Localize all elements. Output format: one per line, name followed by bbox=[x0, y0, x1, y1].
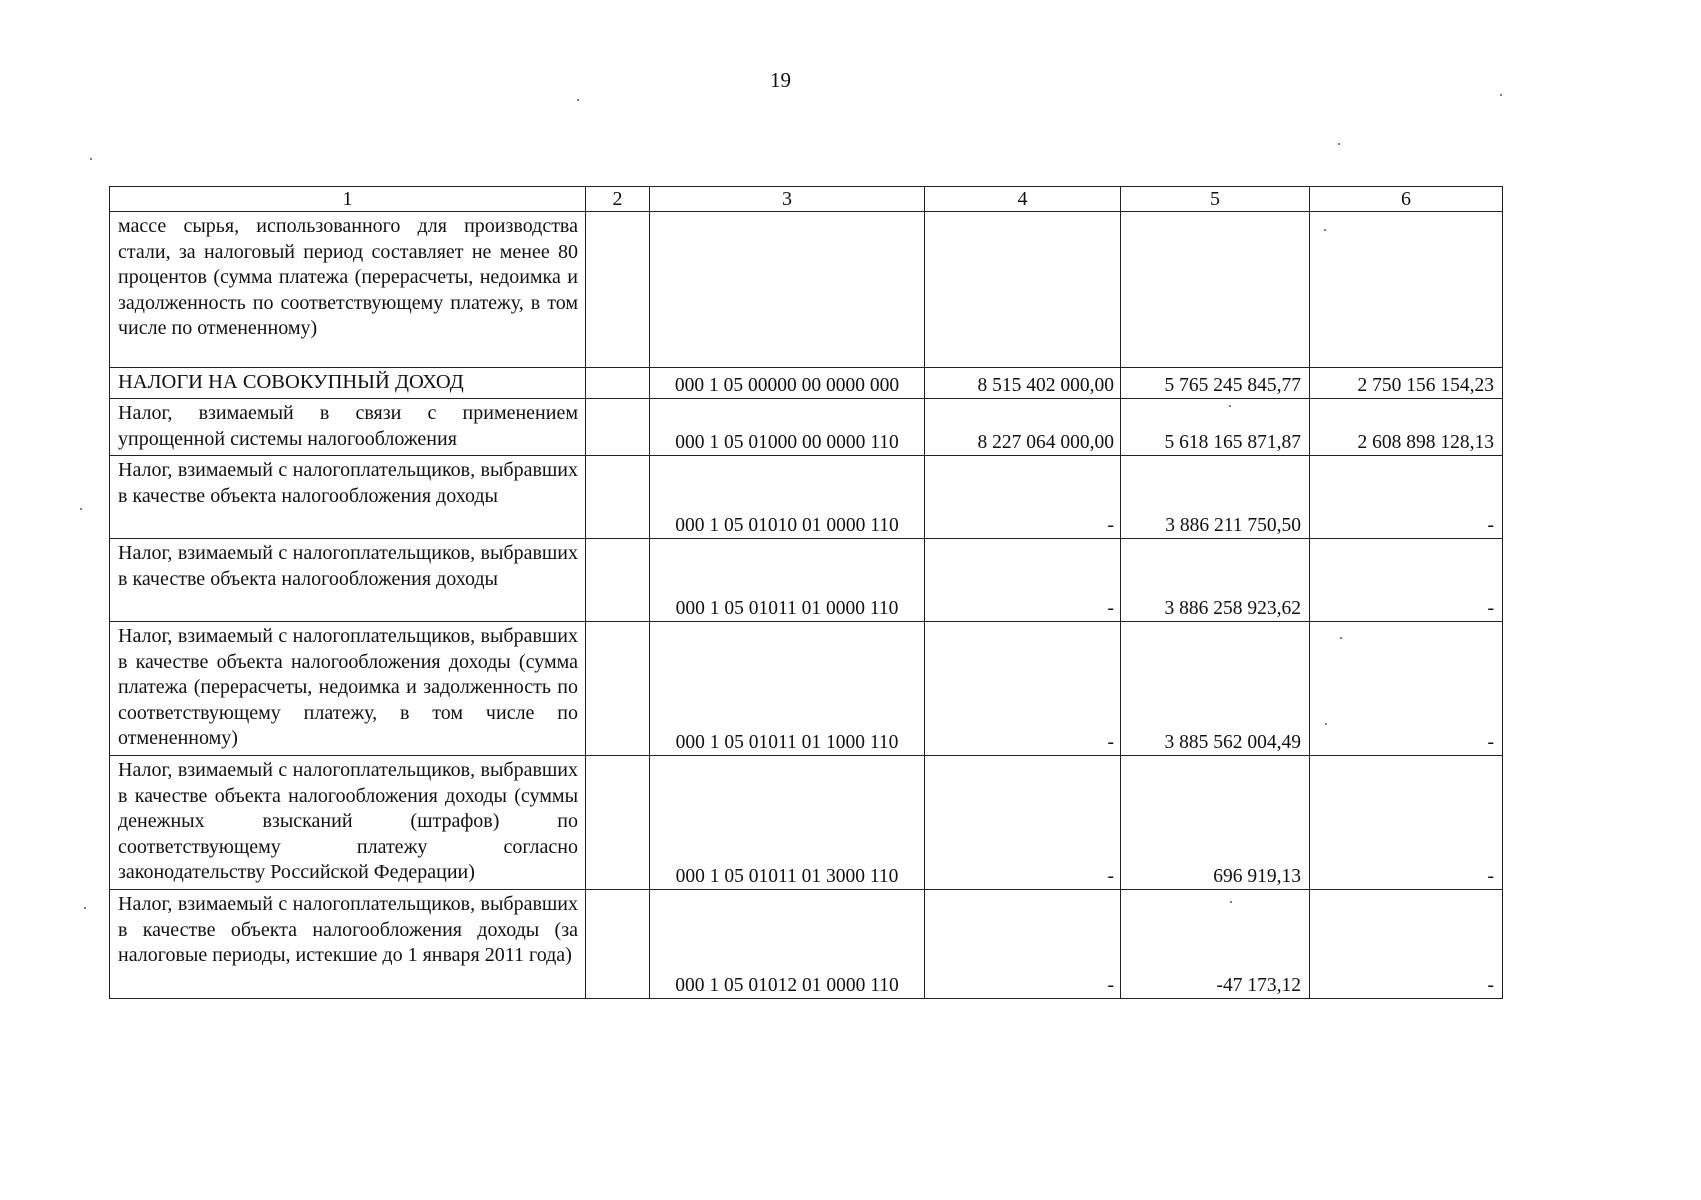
scan-speck bbox=[577, 99, 579, 101]
row-executed: 3 886 258 923,62 bbox=[1121, 539, 1310, 622]
column-header-1: 1 bbox=[110, 187, 586, 212]
row-executed: 3 885 562 004,49 bbox=[1121, 622, 1310, 756]
row-col2 bbox=[586, 539, 650, 622]
row-remaining: - bbox=[1310, 539, 1503, 622]
row-code: 000 1 05 01012 01 0000 110 bbox=[650, 890, 925, 999]
scan-speck bbox=[1340, 637, 1342, 639]
row-remaining: - bbox=[1310, 890, 1503, 999]
budget-table bbox=[109, 186, 1503, 999]
row-executed: 5 765 245 845,77 bbox=[1121, 368, 1310, 399]
row-plan: - bbox=[925, 622, 1121, 756]
row-col2 bbox=[586, 368, 650, 399]
row-plan: - bbox=[925, 756, 1121, 890]
row-code: 000 1 05 01010 01 0000 110 bbox=[650, 456, 925, 539]
row-remaining: - bbox=[1310, 456, 1503, 539]
row-executed: 696 919,13 bbox=[1121, 756, 1310, 890]
row-col2 bbox=[586, 890, 650, 999]
row-code: 000 1 05 01011 01 0000 110 bbox=[650, 539, 925, 622]
column-header-3: 3 bbox=[650, 187, 925, 212]
row-name: Налог, взимаемый с налогоплательщиков, выбравших в качестве объекта налогообложения доходы (сумма платежа (перерасчеты, недоимка и задолженность по соответствующему платежу, в том числе по отмененному) bbox=[110, 622, 586, 756]
row-col2 bbox=[586, 756, 650, 890]
table-row bbox=[110, 756, 1503, 890]
scan-speck bbox=[1324, 229, 1326, 231]
row-plan: - bbox=[925, 890, 1121, 999]
row-code bbox=[650, 212, 925, 368]
row-code: 000 1 05 01011 01 1000 110 bbox=[650, 622, 925, 756]
scan-speck bbox=[1338, 143, 1340, 145]
column-header-6: 6 bbox=[1310, 187, 1503, 212]
table-row bbox=[110, 212, 1503, 368]
row-code: 000 1 05 00000 00 0000 000 bbox=[650, 368, 925, 399]
scan-speck bbox=[1229, 405, 1231, 407]
row-col2 bbox=[586, 622, 650, 756]
scan-speck bbox=[1500, 94, 1502, 96]
row-remaining: 2 750 156 154,23 bbox=[1310, 368, 1503, 399]
scan-speck bbox=[1325, 723, 1327, 725]
row-remaining: - bbox=[1310, 622, 1503, 756]
table-row bbox=[110, 890, 1503, 999]
table-row bbox=[110, 399, 1503, 456]
scan-speck bbox=[90, 158, 92, 160]
column-header-5: 5 bbox=[1121, 187, 1310, 212]
row-name: Налог, взимаемый с налогоплательщиков, выбравших в качестве объекта налогообложения доходы (за налоговые периоды, истекшие до 1 января 2011 года) bbox=[110, 890, 586, 999]
row-name: массе сырья, использованного для производства стали, за налоговый период составляет не менее 80 процентов (сумма платежа (перерасчеты, недоимка и задолженность по соответствующему платежу, в том числе по отмененному) bbox=[110, 212, 586, 368]
row-col2 bbox=[586, 212, 650, 368]
scan-speck bbox=[1230, 901, 1232, 903]
column-header-4: 4 bbox=[925, 187, 1121, 212]
table-header-row bbox=[110, 187, 1503, 212]
row-plan: 8 515 402 000,00 bbox=[925, 368, 1121, 399]
page-number: 19 bbox=[770, 68, 791, 92]
row-plan bbox=[925, 212, 1121, 368]
column-header-2: 2 bbox=[586, 187, 650, 212]
row-col2 bbox=[586, 399, 650, 456]
row-name: Налог, взимаемый с налогоплательщиков, выбравших в качестве объекта налогообложения доходы bbox=[110, 539, 586, 622]
row-name: НАЛОГИ НА СОВОКУПНЫЙ ДОХОД bbox=[110, 368, 586, 399]
table-row bbox=[110, 539, 1503, 622]
row-executed: 3 886 211 750,50 bbox=[1121, 456, 1310, 539]
row-remaining: 2 608 898 128,13 bbox=[1310, 399, 1503, 456]
table-row bbox=[110, 368, 1503, 399]
row-plan: - bbox=[925, 539, 1121, 622]
row-col2 bbox=[586, 456, 650, 539]
row-code: 000 1 05 01011 01 3000 110 bbox=[650, 756, 925, 890]
scan-speck bbox=[80, 508, 82, 510]
table-row bbox=[110, 622, 1503, 756]
row-code: 000 1 05 01000 00 0000 110 bbox=[650, 399, 925, 456]
row-name: Налог, взимаемый с налогоплательщиков, выбравших в качестве объекта налогообложения доходы bbox=[110, 456, 586, 539]
row-executed bbox=[1121, 212, 1310, 368]
table-row bbox=[110, 456, 1503, 539]
row-name: Налог, взимаемый с налогоплательщиков, выбравших в качестве объекта налогообложения доходы (суммы денежных взысканий (штрафов) по соответствующему платежу согласно законодательству Российской Федерации) bbox=[110, 756, 586, 890]
row-name: Налог, взимаемый в связи с применением упрощенной системы налогообложения bbox=[110, 399, 586, 456]
row-executed: -47 173,12 bbox=[1121, 890, 1310, 999]
row-executed: 5 618 165 871,87 bbox=[1121, 399, 1310, 456]
scan-speck bbox=[84, 907, 86, 909]
row-remaining: - bbox=[1310, 756, 1503, 890]
row-remaining bbox=[1310, 212, 1503, 368]
row-plan: - bbox=[925, 456, 1121, 539]
row-plan: 8 227 064 000,00 bbox=[925, 399, 1121, 456]
